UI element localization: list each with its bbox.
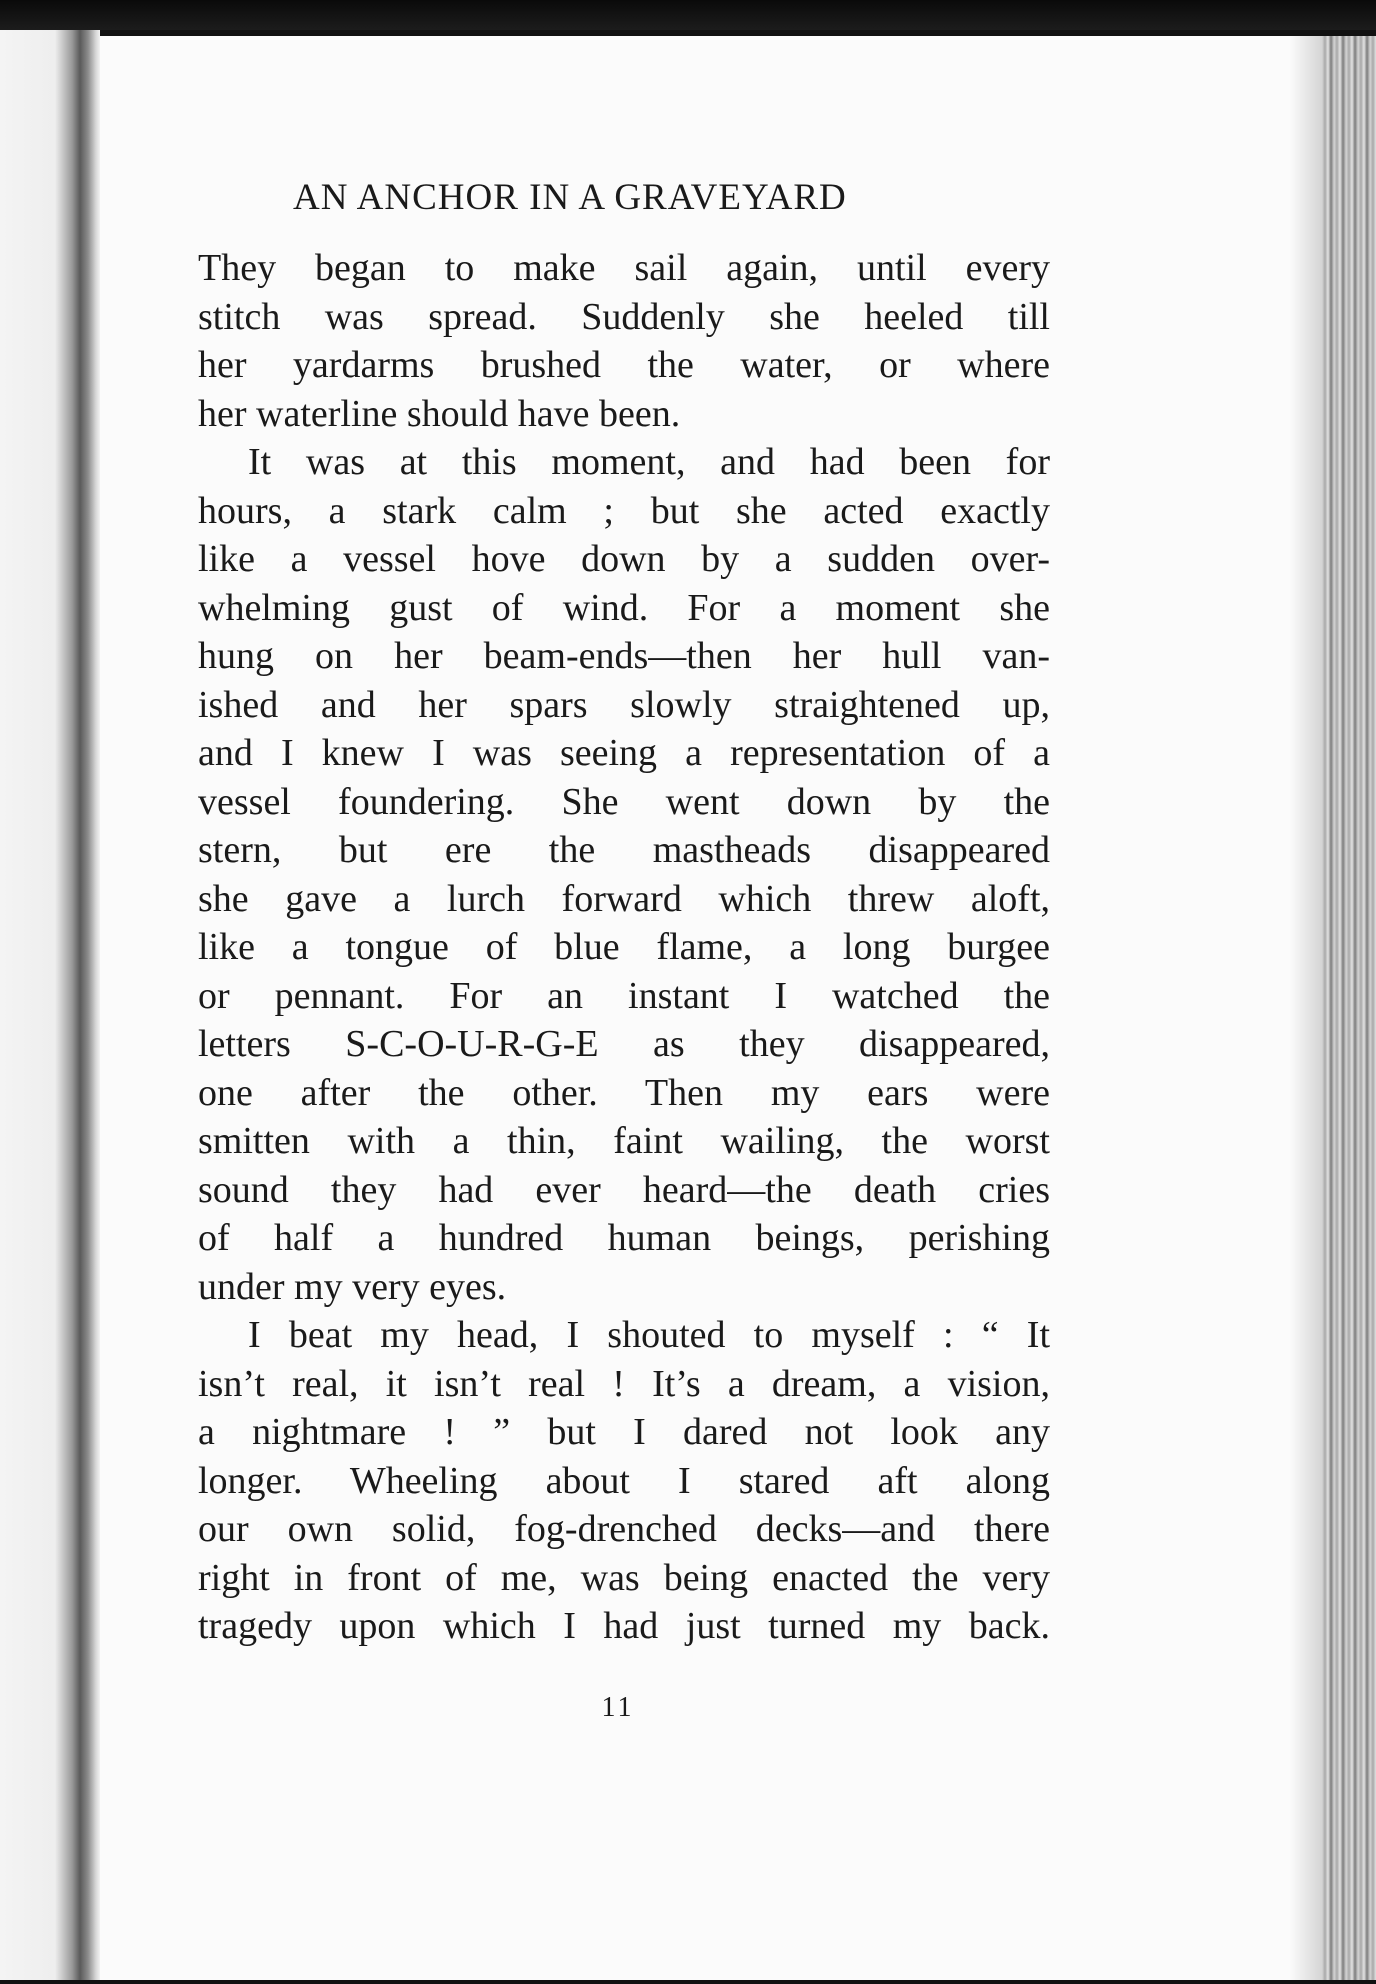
text-line: right in front of me, was being enacted the very — [198, 1556, 1050, 1599]
text-line: letters S-C-O-U-R-G-E as they disappeared, — [198, 1023, 1050, 1065]
left-page-edge — [0, 30, 100, 1980]
text-line: hung on her beam-ends—then her hull van- — [198, 635, 1050, 677]
text-line: one after the other. Then my ears were — [198, 1071, 1050, 1114]
text-line: smitten with a thin, faint wailing, the worst — [198, 1120, 1050, 1162]
text-line: our own solid, fog-drenched decks—and there — [198, 1508, 1050, 1550]
text-line: she gave a lurch forward which threw aloft, — [198, 877, 1050, 920]
text-line: like a vessel hove down by a sudden over- — [198, 538, 1050, 580]
text-line: It was at this moment, and had been for — [248, 441, 1050, 483]
paragraph — [198, 438, 1050, 1311]
text-line: isn’t real, it isn’t real ! It’s a dream, a vision, — [198, 1362, 1050, 1405]
text-line: ished and her spars slowly straightened up, — [198, 683, 1050, 726]
text-line: sound they had ever heard—the death cries — [198, 1168, 1050, 1211]
text-line: vessel foundering. She went down by the — [198, 780, 1050, 823]
running-header: AN ANCHOR IN A GRAVEYARD — [293, 177, 847, 218]
text-line: stern, but ere the mastheads disappeared — [198, 829, 1050, 871]
text-line: or pennant. For an instant I watched the — [198, 974, 1050, 1017]
paragraph — [198, 1311, 1050, 1651]
text-line: like a tongue of blue flame, a long burgee — [198, 926, 1050, 968]
text-line: a nightmare ! ” but I dared not look any — [198, 1411, 1050, 1453]
text-line: longer. Wheeling about I stared aft along — [198, 1459, 1050, 1502]
page-stack-edge — [1322, 36, 1376, 1980]
paragraph — [198, 244, 1050, 438]
text-line: tragedy upon which I had just turned my back. — [198, 1605, 1050, 1647]
text-line: They began to make sail again, until every — [198, 247, 1050, 289]
text-line: stitch was spread. Suddenly she heeled till — [198, 295, 1050, 338]
text-line: her waterline should have been. — [198, 392, 681, 435]
text-line: I beat my head, I shouted to myself : “ It — [248, 1314, 1050, 1356]
text-line: and I knew I was seeing a representation of a — [198, 732, 1050, 774]
text-line: under my very eyes. — [198, 1265, 507, 1308]
text-line: hours, a stark calm ; but she acted exactly — [198, 489, 1050, 532]
gutter-shade — [1290, 36, 1324, 1980]
body-text — [198, 244, 1050, 1651]
page-number: 11 — [601, 1692, 635, 1723]
text-line: whelming gust of wind. For a moment she — [198, 586, 1050, 629]
text-line: her yardarms brushed the water, or where — [198, 344, 1050, 386]
top-shadow — [0, 0, 1376, 30]
text-line: of half a hundred human beings, perishing — [198, 1217, 1050, 1259]
